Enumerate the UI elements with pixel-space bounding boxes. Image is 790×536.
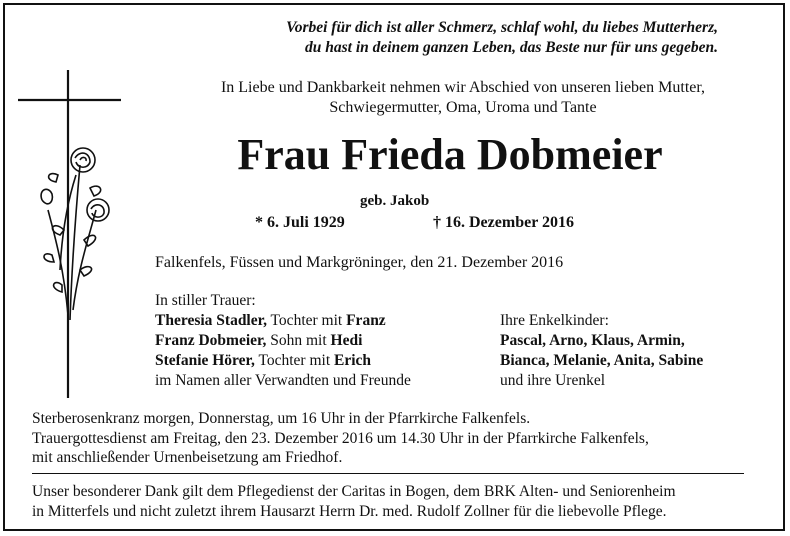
mourners-block xyxy=(155,291,411,391)
mourners-heading: In stiller Trauer: xyxy=(155,292,256,309)
mourner-relation: Tochter mit xyxy=(254,352,335,369)
service-mass: Trauergottesdienst am Freitag, den 23. Dezember 2016 um 14.30 Uhr in der Pfarrkirche Falkenfels, xyxy=(32,429,649,447)
service-rosary: Sterberosenkranz morgen, Donnerstag, um 16 Uhr in der Pfarrkirche Falkenfels. xyxy=(32,410,531,427)
service-burial: mit anschließender Urnenbeisetzung am Friedhof. xyxy=(32,449,343,466)
grandchildren-names-2: Bianca, Melanie, Anita, Sabine xyxy=(500,352,704,369)
thanks-line-2: in Mitterfels und nicht zuletzt ihrem Hausarzt Herrn Dr. med. Rudolf Zollner für die liebevolle Pflege. xyxy=(32,502,667,520)
place-and-date: Falkenfels, Füssen und Markgröninger, den 21. Dezember 2016 xyxy=(155,254,564,271)
motto-line-2: du hast in deinem ganzen Leben, das Beste nur für uns gegeben. xyxy=(305,39,718,56)
birth-date: * 6. Juli 1929 xyxy=(255,214,345,231)
grandchildren-block xyxy=(500,311,703,391)
grandchildren-heading: Ihre Enkelkinder: xyxy=(500,312,609,329)
thanks-line-1: Unser besonderer Dank gilt dem Pflegedienst der Caritas in Bogen, dem BRK Alten- und Seniorenheim xyxy=(32,483,676,500)
mourner-partner: Franz xyxy=(346,312,386,329)
mourner-entry xyxy=(155,351,411,371)
mourner-entry xyxy=(155,331,411,351)
mourner-name: Theresia Stadler, xyxy=(155,312,267,329)
services-block xyxy=(32,409,649,468)
mourner-partner: Erich xyxy=(334,352,372,369)
birth-name: geb. Jakob xyxy=(360,193,430,209)
intro-line-1: In Liebe und Dankbarkeit nehmen wir Abschied von unseren lieben Mutter, xyxy=(220,79,706,96)
thanks-block xyxy=(32,482,676,521)
mourner-entry xyxy=(155,311,411,331)
grandchildren-names-1: Pascal, Arno, Klaus, Armin, xyxy=(500,332,685,349)
mourner-partner: Hedi xyxy=(330,332,363,349)
mourner-relation: Sohn mit xyxy=(266,332,331,349)
grandchildren-closing: und ihre Urenkel xyxy=(500,372,606,389)
divider xyxy=(32,473,744,474)
deceased-name: Frau Frieda Dobmeier xyxy=(237,130,663,179)
motto-line-1: Vorbei für dich ist aller Schmerz, schlaf wohl, du liebes Mutterherz, xyxy=(286,19,718,36)
death-date: † 16. Dezember 2016 xyxy=(433,214,574,231)
intro-line-2: Schwiegermutter, Oma, Uroma und Tante xyxy=(329,99,597,116)
mourner-relation: Tochter mit xyxy=(266,312,347,329)
mourner-name: Stefanie Hörer, xyxy=(155,352,255,369)
cross-with-roses-icon xyxy=(18,70,128,400)
mourner-name: Franz Dobmeier, xyxy=(155,332,267,349)
mourners-closing: im Namen aller Verwandten und Freunde xyxy=(155,372,411,389)
